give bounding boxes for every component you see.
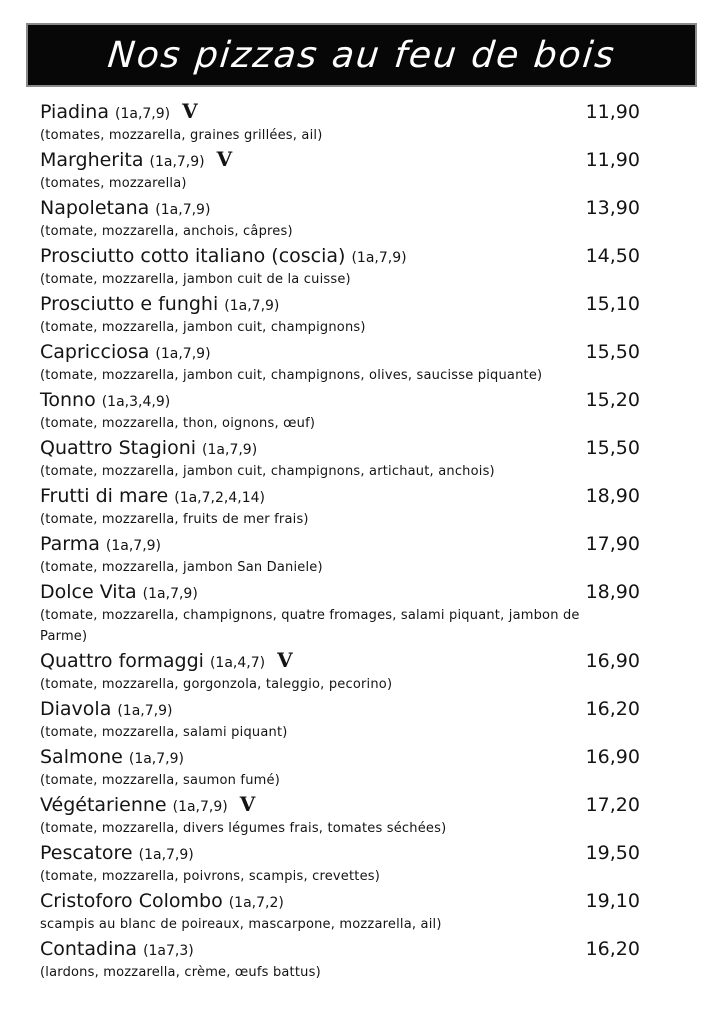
- pizza-price: 16,20: [585, 938, 640, 960]
- allergen-codes: (1a,7,9): [105, 538, 162, 554]
- allergen-codes: (1a,7,9): [155, 202, 211, 218]
- pizza-description: (tomate, mozzarella, poivrons, scampis, crevettes): [40, 869, 381, 884]
- allergen-codes: (1a,7,9): [115, 106, 171, 122]
- menu-item-header: [40, 841, 640, 866]
- menu-item-header: [40, 388, 640, 413]
- menu-item-header: [40, 244, 640, 269]
- allergen-codes: (1a,7,9): [138, 847, 194, 863]
- menu-item-header: [40, 580, 640, 605]
- pizza-name: Pescatore: [40, 842, 133, 864]
- menu-item-name-group: [40, 841, 194, 868]
- pizza-name: Margherita: [40, 149, 144, 171]
- menu-item-name-group: [40, 388, 170, 415]
- menu-item-header: [40, 196, 640, 221]
- pizza-price: 19,10: [585, 890, 640, 912]
- pizza-name: Piadina: [40, 101, 109, 123]
- pizza-description: (tomate, mozzarella, champignons, quatre fromages, salami piquant, jambon de Parme): [40, 608, 580, 644]
- pizza-name: Végétarienne: [40, 794, 167, 816]
- allergen-codes: (1a,7,9): [117, 703, 173, 719]
- pizza-name: Dolce Vita: [40, 581, 137, 603]
- menu-item-header: [40, 148, 640, 173]
- pizza-price: 11,90: [585, 149, 640, 171]
- pizza-description: (tomate, mozzarella, saumon fumé): [40, 773, 280, 788]
- allergen-codes: (1a,7,9): [202, 442, 258, 458]
- allergen-codes: (1a,7,9): [155, 346, 211, 362]
- pizza-price: 18,90: [585, 485, 640, 507]
- menu-item-header: [40, 532, 640, 557]
- menu-item-name-group: [40, 244, 407, 271]
- pizza-description: (tomate, mozzarella, jambon cuit, champignons, olives, saucisse piquante): [40, 368, 543, 383]
- menu-item-name-group: [40, 937, 194, 964]
- pizza-name: Prosciutto cotto italiano (coscia): [40, 245, 346, 267]
- menu-item-header: [40, 292, 640, 317]
- menu-item-name-group: [40, 745, 184, 772]
- allergen-codes: (1a,7,9): [172, 799, 228, 815]
- pizza-description: scampis au blanc de poireaux, mascarpone, mozzarella, ail): [40, 917, 442, 932]
- menu-item-row: [40, 697, 640, 743]
- pizza-price: 15,20: [585, 389, 640, 411]
- menu-item-header: [40, 649, 640, 674]
- pizza-name: Quattro Stagioni: [40, 437, 197, 459]
- pizza-description: (tomate, mozzarella, thon, oignons, œuf): [40, 416, 316, 431]
- allergen-codes: (1a,7,9): [351, 250, 407, 266]
- menu-item-name-group: [40, 436, 257, 463]
- allergen-codes: (1a,7,9): [128, 751, 184, 767]
- menu-item-header: [40, 100, 640, 125]
- vegetarian-mark-icon: V: [182, 99, 198, 123]
- vegetarian-mark-icon: V: [277, 648, 293, 672]
- pizza-name: Parma: [40, 533, 100, 555]
- menu-item-row: [40, 649, 640, 695]
- pizza-description: (tomate, mozzarella, jambon San Daniele): [40, 560, 323, 575]
- menu-item-name-group: [40, 148, 232, 175]
- pizza-name: Tonno: [40, 389, 96, 411]
- pizza-price: 16,90: [585, 746, 640, 768]
- menu-item-row: [40, 841, 640, 887]
- pizza-name: Capricciosa: [40, 341, 150, 363]
- menu-item-row: [40, 889, 640, 935]
- menu-item-row: [40, 292, 640, 338]
- menu-item-row: [40, 532, 640, 578]
- pizza-description: (tomate, mozzarella, jambon cuit, champignons): [40, 320, 366, 335]
- menu-item-row: [40, 340, 640, 386]
- menu-item-row: [40, 100, 640, 146]
- pizza-description: (tomate, mozzarella, gorgonzola, taleggio, pecorino): [40, 677, 393, 692]
- pizza-price: 16,20: [585, 698, 640, 720]
- allergen-codes: (1a7,3): [143, 943, 194, 959]
- allergen-codes: (1a,7,2,4,14): [174, 490, 265, 506]
- title-banner: [26, 23, 697, 87]
- allergen-codes: (1a,3,4,9): [101, 394, 171, 410]
- menu-item-header: [40, 484, 640, 509]
- pizza-price: 17,20: [585, 794, 640, 816]
- menu-item-name-group: [40, 196, 210, 223]
- pizza-description: (tomate, mozzarella, anchois, câpres): [40, 224, 293, 239]
- menu-item-name-group: [40, 340, 211, 367]
- pizza-name: Napoletana: [40, 197, 150, 219]
- menu-item-header: [40, 793, 640, 818]
- menu-item-name-group: [40, 532, 161, 559]
- menu-item-row: [40, 196, 640, 242]
- menu-item-header: [40, 340, 640, 365]
- menu-item-row: [40, 436, 640, 482]
- pizza-price: 16,90: [585, 650, 640, 672]
- menu-list: [40, 100, 640, 985]
- pizza-name: Cristoforo Colombo: [40, 890, 223, 912]
- pizza-description: (tomate, mozzarella, fruits de mer frais): [40, 512, 309, 527]
- menu-item-header: [40, 697, 640, 722]
- pizza-description: (tomate, mozzarella, divers légumes frais, tomates séchées): [40, 821, 447, 836]
- pizza-name: Contadina: [40, 938, 138, 960]
- pizza-description: (tomate, mozzarella, jambon cuit de la cuisse): [40, 272, 351, 287]
- pizza-price: 11,90: [585, 101, 640, 123]
- pizza-name: Salmone: [40, 746, 123, 768]
- menu-item-row: [40, 244, 640, 290]
- menu-item-header: [40, 937, 640, 962]
- pizza-description: (tomates, mozzarella): [40, 176, 187, 191]
- vegetarian-mark-icon: V: [216, 147, 233, 171]
- menu-item-name-group: [40, 292, 279, 319]
- menu-item-row: [40, 580, 640, 647]
- pizza-price: 15,50: [585, 341, 640, 363]
- menu-item-name-group: [40, 793, 255, 820]
- allergen-codes: (1a,7,2): [228, 895, 284, 911]
- pizza-name: Quattro formaggi: [40, 650, 204, 672]
- pizza-price: 13,90: [585, 197, 640, 219]
- menu-item-name-group: [40, 697, 172, 724]
- pizza-description: (tomate, mozzarella, salami piquant): [40, 725, 288, 740]
- pizza-description: (lardons, mozzarella, crème, œufs battus): [40, 965, 321, 980]
- allergen-codes: (1a,7,9): [224, 298, 280, 314]
- pizza-name: Frutti di mare: [40, 485, 169, 507]
- menu-item-header: [40, 745, 640, 770]
- menu-item-name-group: [40, 580, 198, 607]
- menu-item-row: [40, 388, 640, 434]
- pizza-price: 15,50: [585, 437, 640, 459]
- pizza-description: (tomate, mozzarella, jambon cuit, champignons, artichaut, anchois): [40, 464, 495, 479]
- menu-item-name-group: [40, 100, 198, 127]
- menu-item-row: [40, 484, 640, 530]
- pizza-name: Prosciutto e funghi: [40, 293, 219, 315]
- pizza-price: 19,50: [585, 842, 640, 864]
- pizza-price: 15,10: [585, 293, 640, 315]
- pizza-price: 18,90: [585, 581, 640, 603]
- vegetarian-mark-icon: V: [239, 792, 256, 816]
- menu-item-row: [40, 148, 640, 194]
- menu-item-name-group: [40, 889, 284, 916]
- pizza-price: 17,90: [585, 533, 640, 555]
- menu-item-row: [40, 745, 640, 791]
- menu-item-name-group: [40, 484, 265, 511]
- allergen-codes: (1a,7,9): [142, 586, 198, 602]
- pizza-price: 14,50: [585, 245, 640, 267]
- menu-item-header: [40, 889, 640, 914]
- allergen-codes: (1a,4,7): [209, 655, 266, 671]
- pizza-description: (tomates, mozzarella, graines grillées, ail): [40, 128, 323, 143]
- menu-title: Nos pizzas au feu de bois: [105, 34, 618, 76]
- menu-item-name-group: [40, 649, 293, 676]
- allergen-codes: (1a,7,9): [149, 154, 205, 170]
- menu-item-row: [40, 793, 640, 839]
- menu-item-header: [40, 436, 640, 461]
- pizza-name: Diavola: [40, 698, 112, 720]
- menu-item-row: [40, 937, 640, 983]
